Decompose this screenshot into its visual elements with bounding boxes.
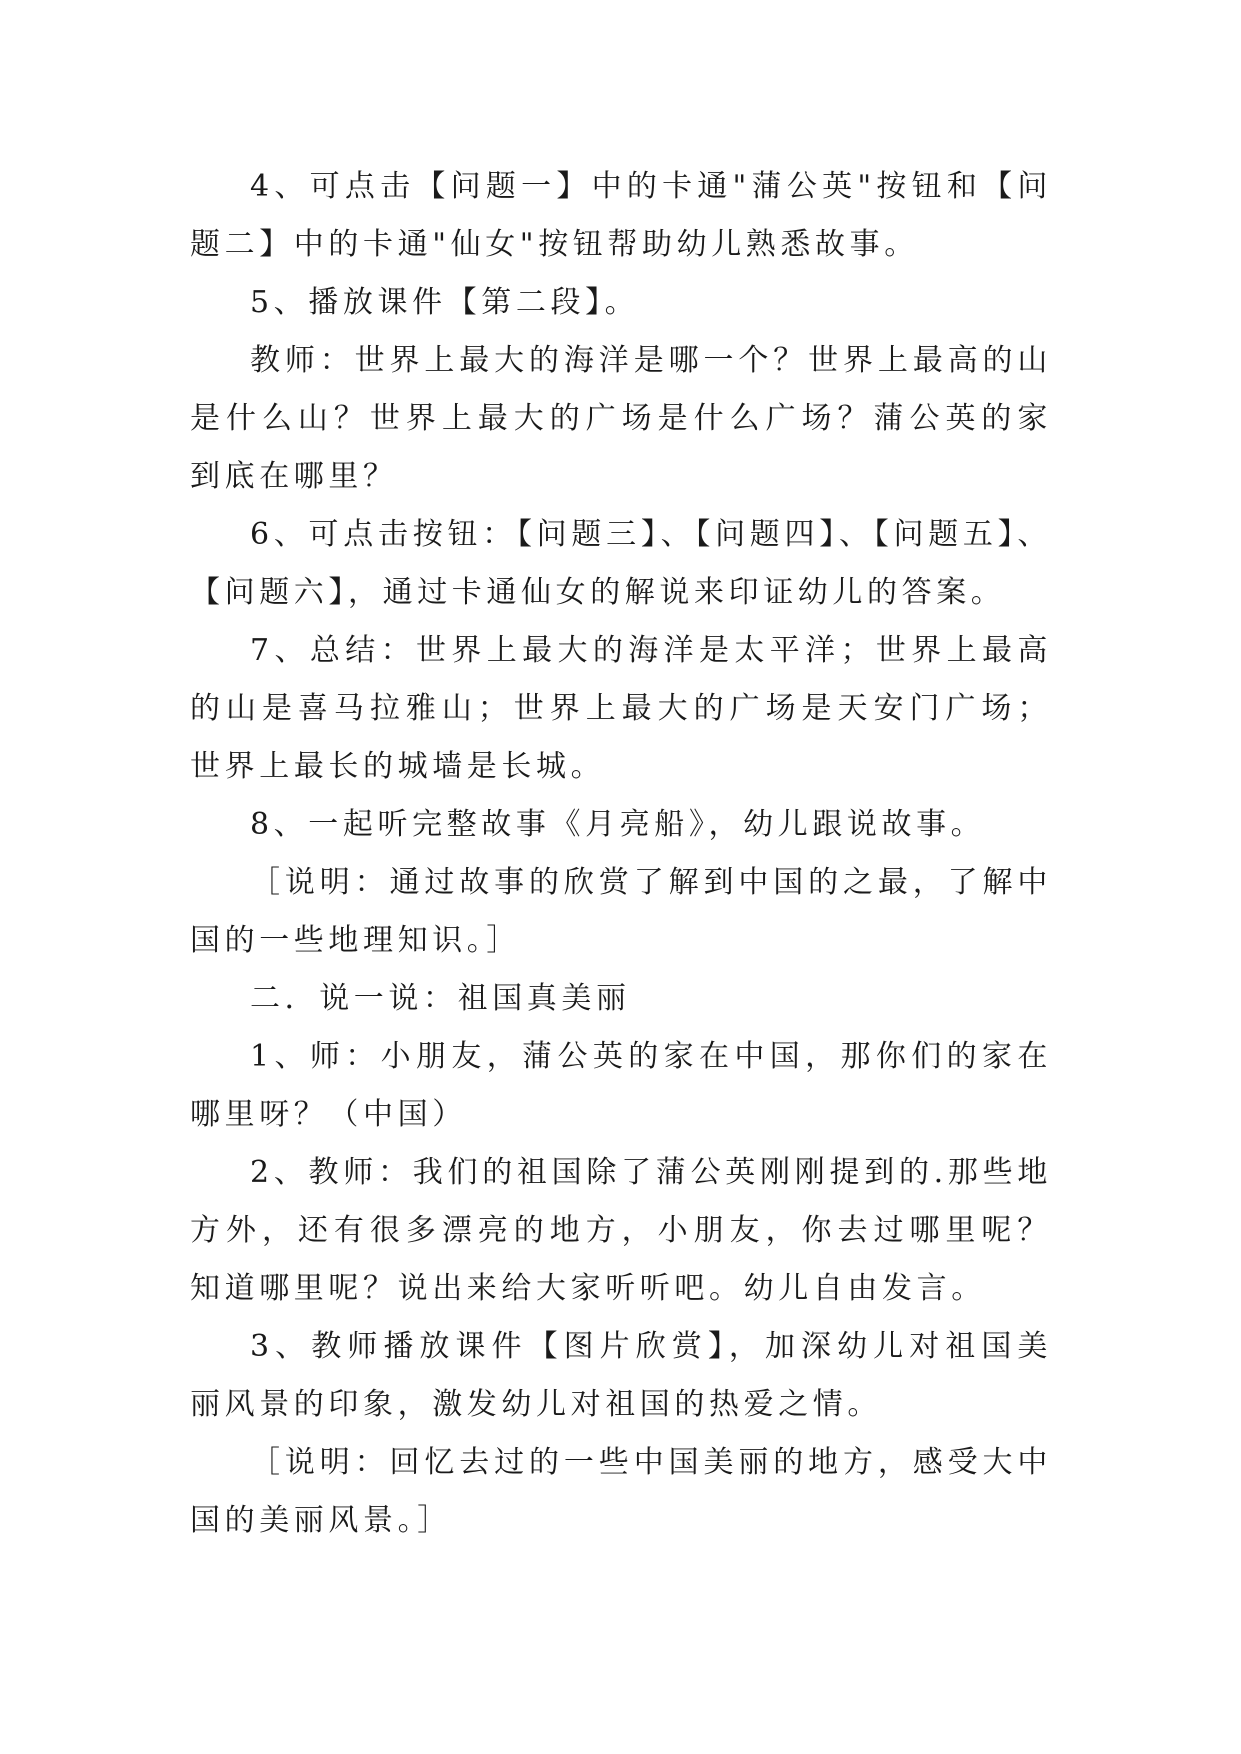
paragraph-step-3: 3、教师播放课件【图片欣赏】，加深幼儿对祖国美丽风景的印象，激发幼儿对祖国的热爱之情。 (190, 1329, 1052, 1422)
paragraph-step-7: 7、总结：世界上最大的海洋是太平洋；世界上最高的山是喜马拉雅山；世界上最大的广场是天安门广场；世界上最长的城墙是长城。 (190, 633, 1052, 784)
paragraph-step-8: 8、一起听完整故事《月亮船》，幼儿跟说故事。 (250, 807, 986, 842)
paragraph-step-2: 2、教师：我们的祖国除了蒲公英刚刚提到的.那些地方外，还有很多漂亮的地方，小朋友，你去过哪里呢？ 知道哪里呢？说出来给大家听听吧。幼儿自由发言。 (190, 1155, 1052, 1306)
paragraph-step-6: 6、可点击按钮：【问题三】、【问题四】、【问题五】、【问题六】，通过卡通仙女的解说来印证幼儿的答案。 (190, 517, 1052, 610)
section-heading: 二．说一说：祖国真美丽 (250, 981, 631, 1016)
paragraph-teacher-questions: 教师：世界上最大的海洋是哪一个？世界上最高的山是什么山？世界上最大的广场是什么广场？蒲公英的家到底在哪里？ (190, 343, 1052, 494)
paragraph-step-4: 4、可点击【问题一】中的卡通"蒲公英"按钮和【问题二】中的卡通"仙女"按钮帮助幼儿熟悉故事。 (190, 169, 1052, 262)
document-body (190, 158, 1052, 1550)
paragraph-step-5: 5、播放课件【第二段】。 (250, 285, 640, 320)
paragraph-step-1: 1、师：小朋友，蒲公英的家在中国，那你们的家在哪里呀？（中国） (190, 1039, 1052, 1132)
paragraph-note-2: ［说明：回忆去过的一些中国美丽的地方，感受大中国的美丽风景。］ (190, 1445, 1052, 1538)
paragraph-note-1: ［说明：通过故事的欣赏了解到中国的之最，了解中国的一些地理知识。］ (190, 865, 1052, 958)
